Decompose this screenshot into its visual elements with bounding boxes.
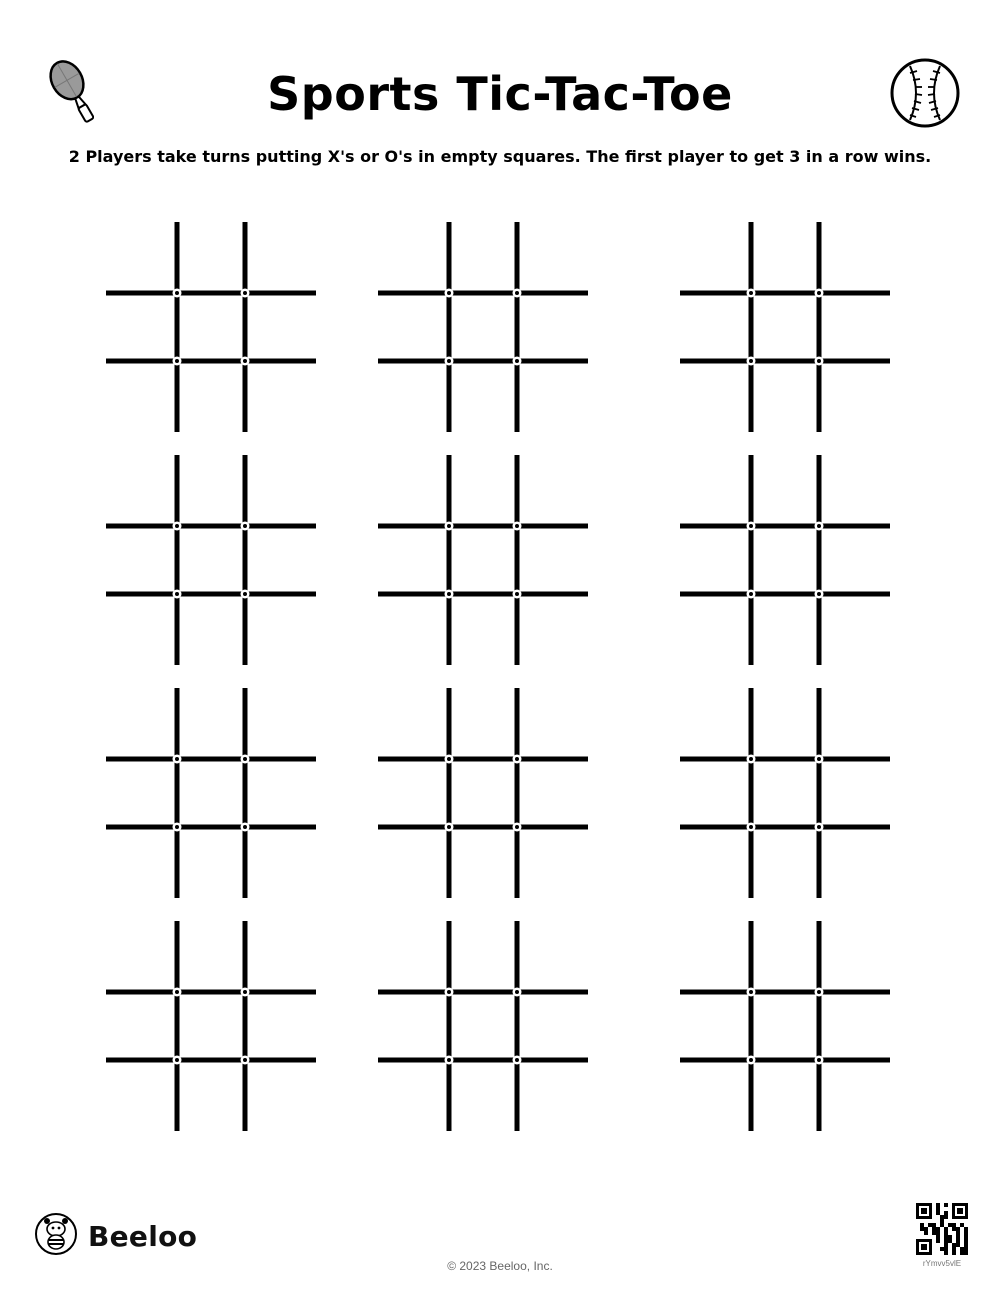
tic-tac-toe-board	[106, 222, 316, 432]
board-cell[interactable]	[754, 688, 817, 757]
board-cell[interactable]	[680, 455, 749, 524]
board-cell[interactable]	[378, 455, 447, 524]
board-cell[interactable]	[452, 762, 515, 825]
qr-code	[916, 1203, 968, 1255]
board-cell[interactable]	[106, 597, 175, 666]
board-cell[interactable]	[248, 921, 317, 990]
board-cell[interactable]	[754, 830, 817, 899]
board-cell[interactable]	[520, 296, 589, 359]
board-cell[interactable]	[106, 688, 175, 757]
board-cell[interactable]	[680, 995, 749, 1058]
board-cell[interactable]	[680, 529, 749, 592]
board-cell[interactable]	[248, 995, 317, 1058]
board-cell[interactable]	[180, 1063, 243, 1132]
tic-tac-toe-board	[106, 921, 316, 1131]
board-cell[interactable]	[180, 222, 243, 291]
board-cell[interactable]	[822, 296, 891, 359]
tic-tac-toe-board	[680, 455, 890, 665]
board-cell[interactable]	[180, 830, 243, 899]
board-cell[interactable]	[378, 529, 447, 592]
board-cell[interactable]	[680, 364, 749, 433]
board-cell[interactable]	[106, 1063, 175, 1132]
board-cell[interactable]	[248, 222, 317, 291]
tic-tac-toe-board	[378, 222, 588, 432]
board-cell[interactable]	[452, 455, 515, 524]
board-cell[interactable]	[822, 364, 891, 433]
board-cell[interactable]	[520, 455, 589, 524]
board-cell[interactable]	[520, 364, 589, 433]
board-cell[interactable]	[754, 296, 817, 359]
board-cell[interactable]	[520, 597, 589, 666]
instructions-text: 2 Players take turns putting X's or O's in empty squares. The first player to get 3 in a row wins.	[68, 147, 932, 166]
board-cell[interactable]	[520, 529, 589, 592]
board-cell[interactable]	[822, 921, 891, 990]
board-cell[interactable]	[248, 529, 317, 592]
board-cell[interactable]	[106, 222, 175, 291]
board-cell[interactable]	[520, 1063, 589, 1132]
board-cell[interactable]	[106, 921, 175, 990]
board-cell[interactable]	[248, 597, 317, 666]
board-cell[interactable]	[520, 762, 589, 825]
board-cell[interactable]	[822, 830, 891, 899]
board-cell[interactable]	[822, 597, 891, 666]
board-cell[interactable]	[680, 296, 749, 359]
board-cell[interactable]	[754, 921, 817, 990]
board-cell[interactable]	[248, 1063, 317, 1132]
board-cell[interactable]	[378, 597, 447, 666]
board-cell[interactable]	[754, 995, 817, 1058]
board-cell[interactable]	[520, 830, 589, 899]
board-cell[interactable]	[680, 830, 749, 899]
board-cell[interactable]	[680, 222, 749, 291]
board-cell[interactable]	[452, 921, 515, 990]
tic-tac-toe-board	[680, 688, 890, 898]
board-cell[interactable]	[822, 762, 891, 825]
brand-name: Beeloo	[88, 1219, 198, 1253]
board-cell[interactable]	[180, 995, 243, 1058]
board-cell[interactable]	[106, 364, 175, 433]
board-cell[interactable]	[180, 762, 243, 825]
board-cell[interactable]	[520, 222, 589, 291]
board-cell[interactable]	[378, 1063, 447, 1132]
board-cell[interactable]	[754, 597, 817, 666]
tic-tac-toe-board	[378, 688, 588, 898]
copyright-text: © 2023 Beeloo, Inc.	[447, 1259, 553, 1273]
board-cell[interactable]	[680, 762, 749, 825]
tic-tac-toe-board	[106, 455, 316, 665]
board-cell[interactable]	[754, 762, 817, 825]
board-cell[interactable]	[822, 222, 891, 291]
board-cell[interactable]	[378, 296, 447, 359]
board-cell[interactable]	[822, 455, 891, 524]
board-cell[interactable]	[248, 762, 317, 825]
board-cell[interactable]	[822, 1063, 891, 1132]
board-cell[interactable]	[452, 1063, 515, 1132]
board-cell[interactable]	[520, 995, 589, 1058]
board-cell[interactable]	[180, 529, 243, 592]
board-cell[interactable]	[520, 921, 589, 990]
board-cell[interactable]	[680, 921, 749, 990]
board-cell[interactable]	[248, 830, 317, 899]
page-title: Sports Tic-Tac-Toe	[267, 67, 733, 121]
board-cell[interactable]	[180, 296, 243, 359]
qr-code-label: rYmvv5vlE	[922, 1259, 962, 1268]
baseball-icon	[888, 56, 962, 134]
board-cell[interactable]	[378, 921, 447, 990]
board-cell[interactable]	[378, 830, 447, 899]
board-cell[interactable]	[106, 830, 175, 899]
board-cell[interactable]	[754, 1063, 817, 1132]
board-cell[interactable]	[754, 364, 817, 433]
board-cell[interactable]	[378, 762, 447, 825]
board-cell[interactable]	[452, 830, 515, 899]
bee-logo-icon	[34, 1212, 78, 1260]
board-cell[interactable]	[452, 222, 515, 291]
board-cell[interactable]	[452, 597, 515, 666]
board-cell[interactable]	[378, 688, 447, 757]
board-cell[interactable]	[180, 688, 243, 757]
tic-tac-toe-board	[106, 688, 316, 898]
board-cell[interactable]	[180, 921, 243, 990]
board-cell[interactable]	[452, 529, 515, 592]
board-cell[interactable]	[248, 455, 317, 524]
board-cell[interactable]	[680, 1063, 749, 1132]
board-cell[interactable]	[754, 222, 817, 291]
board-cell[interactable]	[106, 529, 175, 592]
board-cell[interactable]	[106, 995, 175, 1058]
board-cell[interactable]	[248, 688, 317, 757]
board-cell[interactable]	[452, 296, 515, 359]
board-cell[interactable]	[822, 995, 891, 1058]
tic-tac-toe-board	[680, 921, 890, 1131]
board-cell[interactable]	[248, 296, 317, 359]
board-cell[interactable]	[520, 688, 589, 757]
board-cell[interactable]	[106, 762, 175, 825]
board-cell[interactable]	[106, 455, 175, 524]
tic-tac-toe-board	[378, 455, 588, 665]
board-cell[interactable]	[754, 455, 817, 524]
board-cell[interactable]	[754, 529, 817, 592]
board-cell[interactable]	[248, 364, 317, 433]
board-cell[interactable]	[378, 995, 447, 1058]
board-cell[interactable]	[180, 455, 243, 524]
board-cell[interactable]	[106, 296, 175, 359]
tic-tac-toe-board	[378, 921, 588, 1131]
brand-logo	[34, 1212, 197, 1260]
board-cell[interactable]	[180, 364, 243, 433]
board-cell[interactable]	[680, 688, 749, 757]
board-cell[interactable]	[452, 688, 515, 757]
tic-tac-toe-board	[680, 222, 890, 432]
board-cell[interactable]	[822, 529, 891, 592]
board-cell[interactable]	[822, 688, 891, 757]
board-cell[interactable]	[452, 995, 515, 1058]
board-cell[interactable]	[378, 364, 447, 433]
board-cell[interactable]	[378, 222, 447, 291]
board-cell[interactable]	[180, 597, 243, 666]
board-cell[interactable]	[680, 597, 749, 666]
board-cell[interactable]	[452, 364, 515, 433]
